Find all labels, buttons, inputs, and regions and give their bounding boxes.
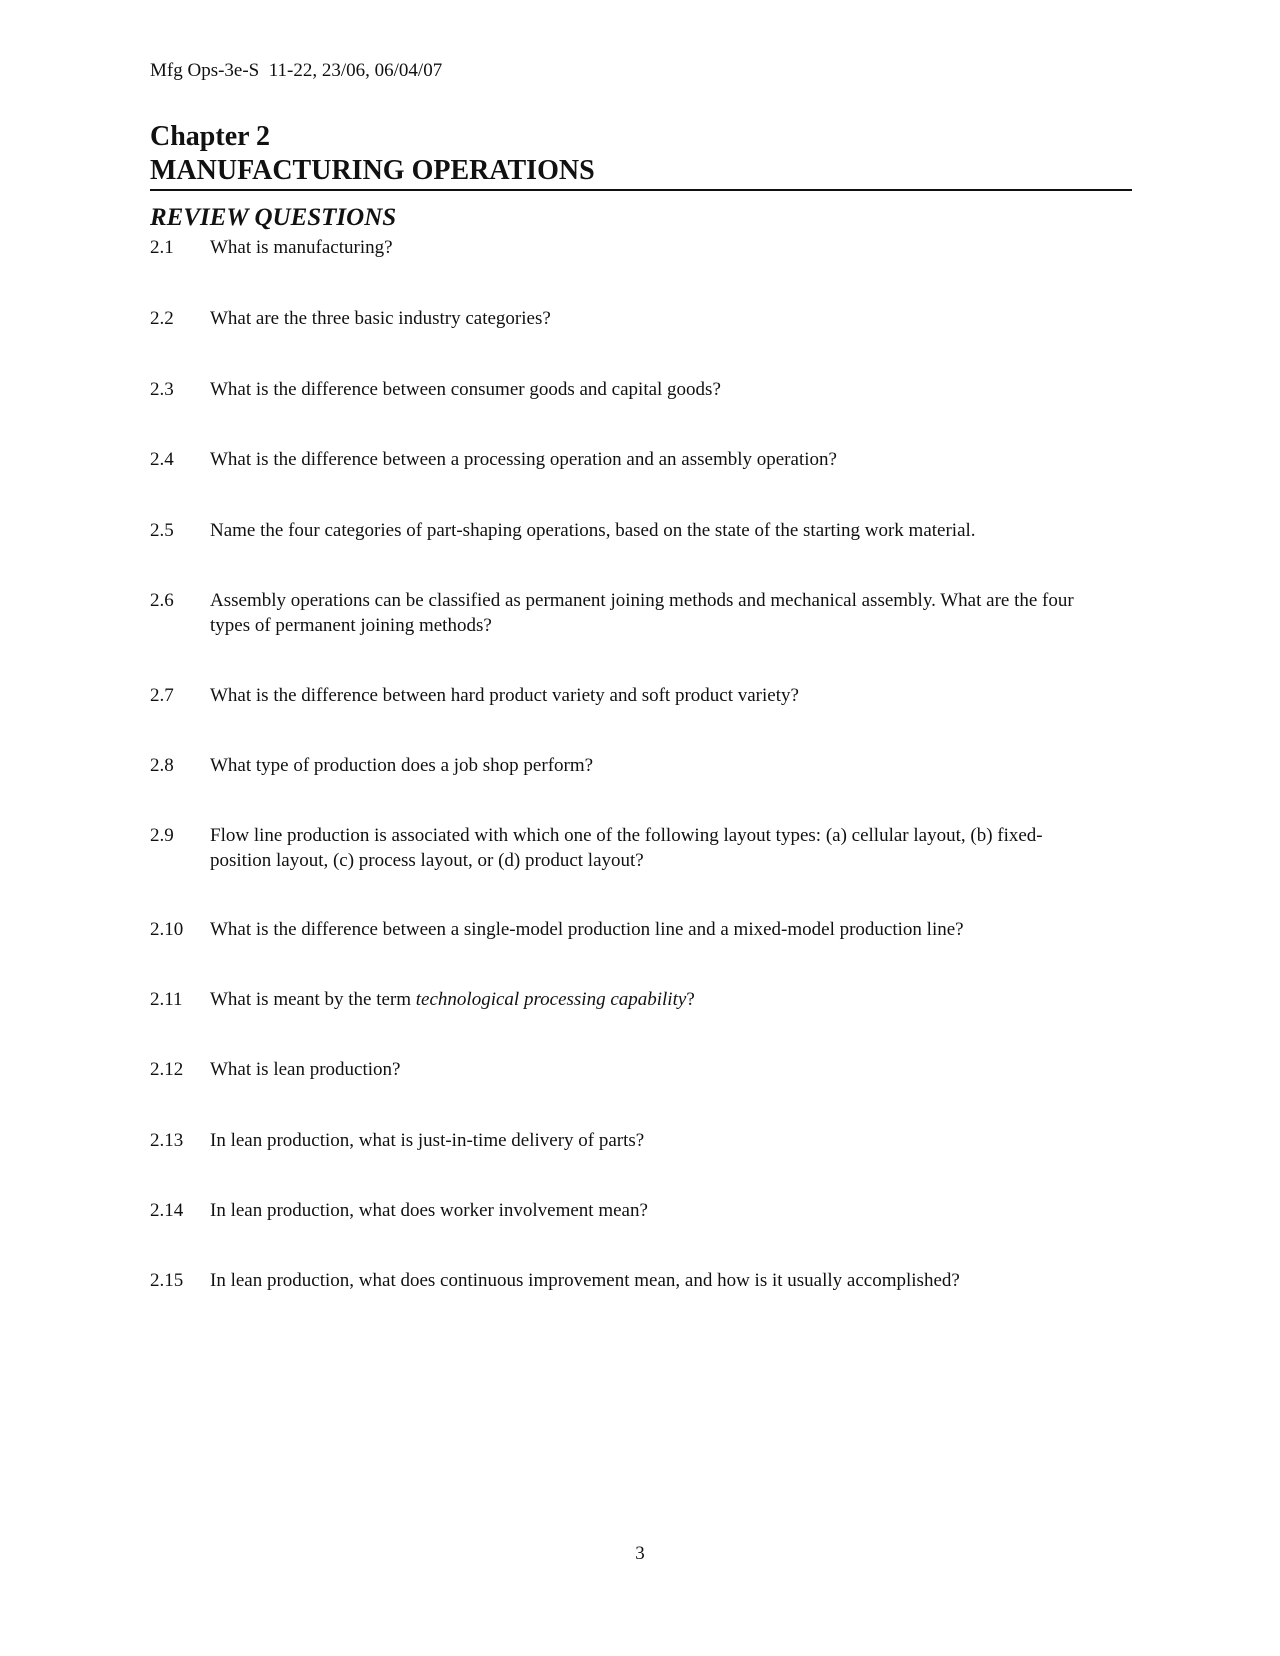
header-note: Mfg Ops-3e-S 11-22, 23/06, 06/04/07	[150, 60, 443, 81]
question-number: 2.8	[150, 755, 174, 776]
question-item	[150, 235, 1100, 260]
question-text: What is the difference between hard product variety and soft product variety?	[210, 685, 799, 706]
chapter-title: MANUFACTURING OPERATIONS	[150, 155, 595, 186]
question-item	[150, 588, 1100, 638]
question-text: In lean production, what does worker involvement mean?	[210, 1200, 648, 1221]
question-text: Assembly operations can be classified as permanent joining methods and mechanical assembly. What are the four types of permanent joining methods?	[210, 590, 1074, 636]
question-item	[150, 518, 1100, 543]
question-item	[150, 753, 1100, 778]
question-number: 2.3	[150, 379, 174, 400]
question-text: What is lean production?	[210, 1059, 401, 1080]
question-term-emphasis: technological processing capability	[415, 989, 687, 1010]
question-number: 2.5	[150, 520, 174, 541]
question-item	[150, 683, 1100, 708]
question-number: 2.2	[150, 308, 174, 329]
question-text-tail: ?	[686, 989, 695, 1010]
question-text-lead: What is meant by the term	[210, 989, 416, 1010]
question-number: 2.6	[150, 590, 174, 611]
question-number: 2.7	[150, 685, 174, 706]
page-number: 3	[635, 1543, 645, 1564]
question-item	[150, 917, 1100, 942]
question-number: 2.15	[150, 1270, 184, 1291]
question-text: Flow line production is associated with which one of the following layout types: (a) cellular layout, (b) fixed-position layout, (c) process layout, or (d) product layout?	[210, 825, 1043, 871]
question-item	[150, 1268, 1100, 1293]
chapter-heading	[150, 120, 1132, 191]
question-number: 2.11	[150, 989, 183, 1010]
question-text: Name the four categories of part-shaping operations, based on the state of the starting work material.	[210, 520, 976, 541]
chapter-label: Chapter 2	[150, 121, 271, 152]
question-text: What is the difference between a processing operation and an assembly operation?	[210, 449, 837, 470]
question-number: 2.13	[150, 1130, 184, 1151]
question-item	[150, 987, 1100, 1012]
question-text: What are the three basic industry categories?	[210, 308, 551, 329]
question-number: 2.12	[150, 1059, 184, 1080]
question-item	[150, 306, 1100, 331]
question-number: 2.1	[150, 237, 174, 258]
question-item	[150, 823, 1100, 873]
question-text: In lean production, what is just-in-time delivery of parts?	[210, 1130, 645, 1151]
question-text: What is the difference between a single-model production line and a mixed-model production line?	[210, 919, 964, 940]
question-item	[150, 1057, 1100, 1082]
section-heading: REVIEW QUESTIONS	[150, 204, 397, 231]
question-text: What is manufacturing?	[210, 237, 393, 258]
question-item	[150, 447, 1100, 472]
question-item	[150, 1128, 1100, 1153]
question-number: 2.14	[150, 1200, 184, 1221]
question-number: 2.4	[150, 449, 174, 470]
question-item	[150, 1198, 1100, 1223]
question-text: In lean production, what does continuous improvement mean, and how is it usually accomplished?	[210, 1270, 960, 1291]
question-number: 2.9	[150, 825, 174, 846]
question-text	[210, 987, 1100, 1012]
question-text: What type of production does a job shop perform?	[210, 755, 594, 776]
question-number: 2.10	[150, 919, 184, 940]
question-item	[150, 377, 1100, 402]
question-text: What is the difference between consumer goods and capital goods?	[210, 379, 721, 400]
